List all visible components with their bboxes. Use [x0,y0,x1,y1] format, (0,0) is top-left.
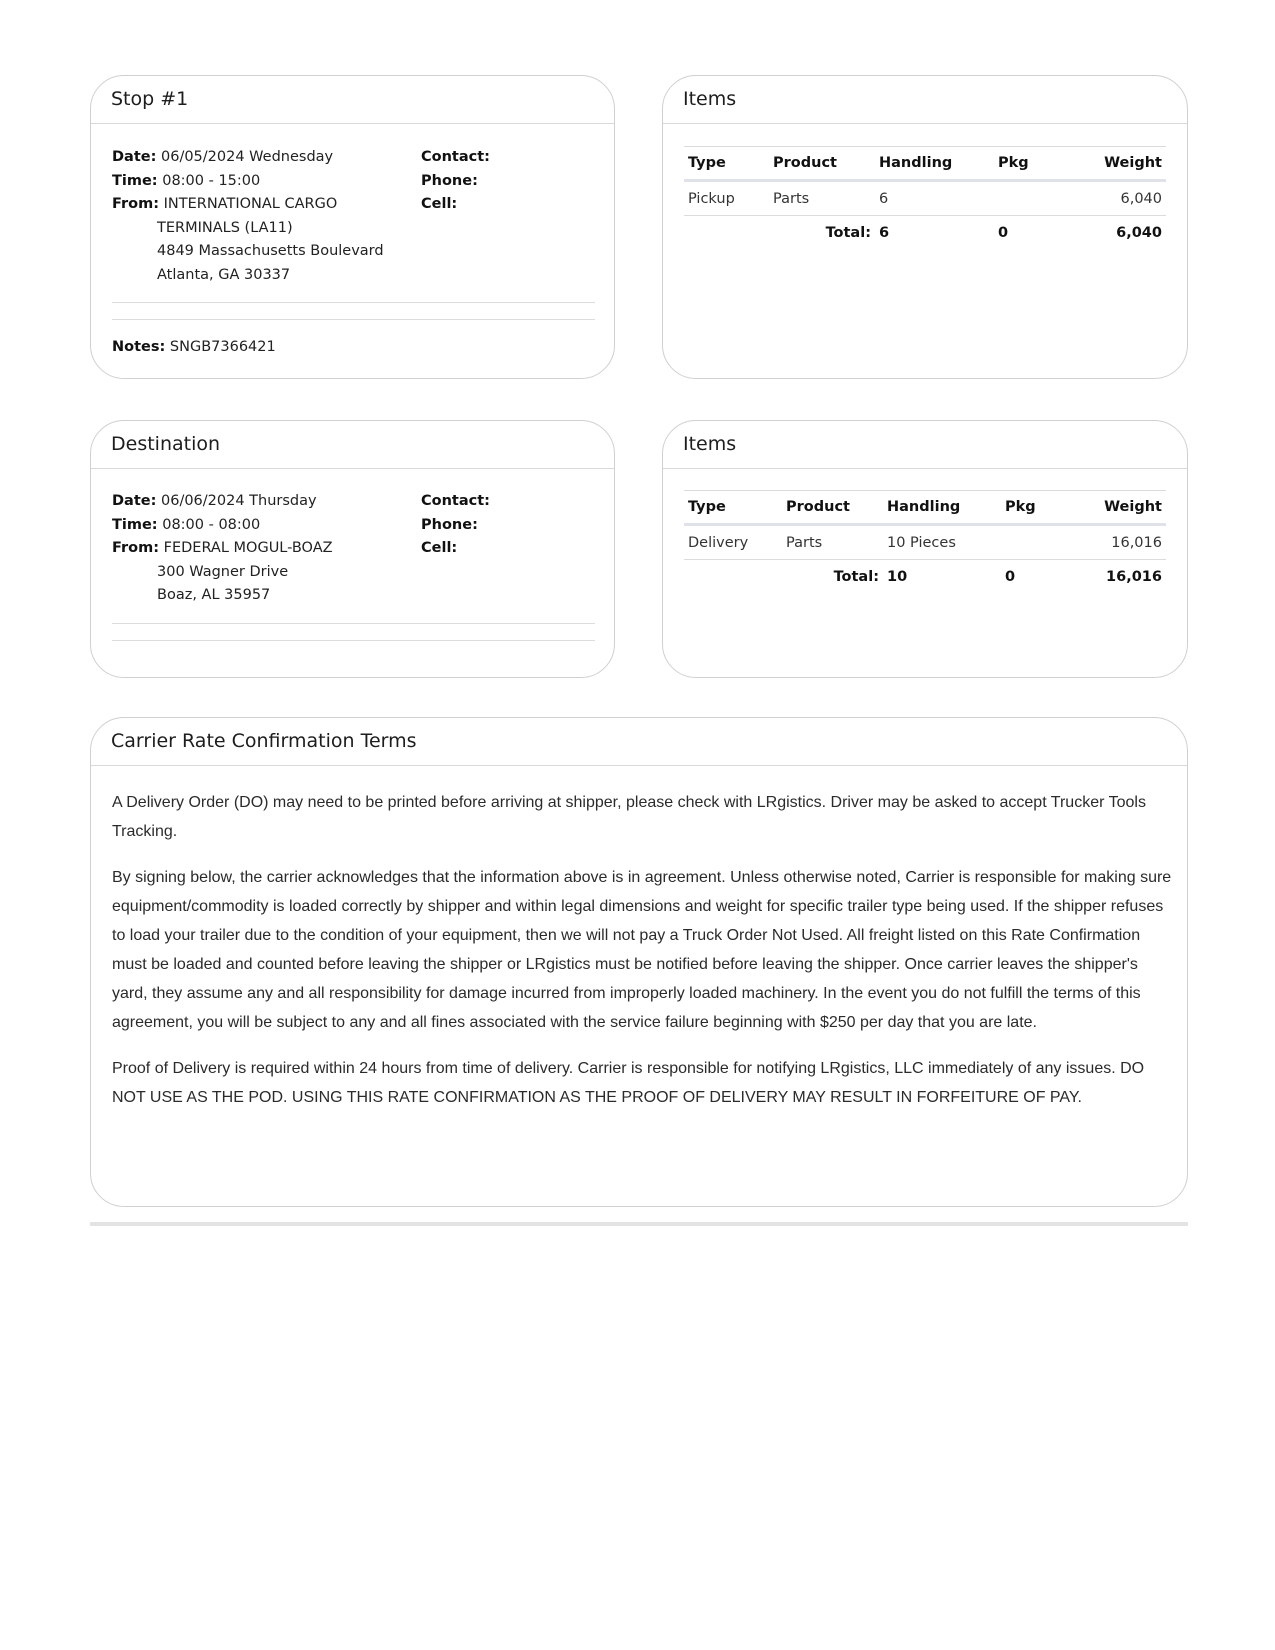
stop-date: 06/05/2024 Wednesday [161,149,334,165]
time-label: Time: [112,516,158,533]
terms-paragraph: Proof of Delivery is required within 24 hours from time of delivery. Carrier is responsible for notifying LRgistics, LLC immediately of any issues. DO NOT USE AS THE POD. USING THIS RATE CONFIRMATION AS THE PROOF OF DELIVERY MAY RESULT IN FORFEITURE OF PAY. [112,1060,1145,1106]
cell-label: Cell: [421,540,458,556]
notes-value: SNGB7366421 [169,339,276,355]
total-label: Total: [833,568,879,585]
stop-from-line: 4849 Massachusetts Boulevard [157,243,384,259]
col-product: Product [782,491,883,525]
cell-handling: 6 [875,181,994,216]
col-weight: Weight [1074,147,1166,181]
dest-time: 08:00 - 08:00 [162,516,261,533]
stop-from-line: INTERNATIONAL CARGO [163,196,338,212]
contact-label: Contact: [421,493,490,509]
col-pkg: Pkg [1001,491,1079,525]
table-row [684,525,1166,560]
stop-items-table [684,146,1166,249]
cell-handling: 10 Pieces [883,525,1001,560]
terms-title: Carrier Rate Confirmation Terms [91,718,1187,766]
stop-title: Stop #1 [91,76,614,124]
phone-label: Phone: [421,516,478,533]
time-label: Time: [112,172,158,189]
col-type: Type [684,491,782,525]
col-handling: Handling [883,491,1001,525]
cell-label: Cell: [421,196,458,212]
col-weight: Weight [1079,491,1166,525]
dest-from-line: FEDERAL MOGUL-BOAZ [163,540,333,556]
cell-pkg [994,181,1074,216]
cell-weight: 6,040 [1074,181,1166,216]
stop-from-line: TERMINALS (LA11) [157,219,293,236]
col-type: Type [684,147,769,181]
dest-from-line: Boaz, AL 35957 [157,587,271,603]
table-row [684,181,1166,216]
terms-paragraph: By signing below, the carrier acknowledges that the information above is in agreement. Unless otherwise noted, Carrier is responsible for making sure equipment/commodity is loaded correctly by shipper and within legal dimensions and weight for specific trailer type being used. If the shipper refuses to load your trailer due to the condition of your equipment, then we will not pay a Truck Order Not Used. All freight listed on this Rate Confirmation must be loaded and counted before leaving the shipper or LRgistics must be notified before leaving the shipper. Once carrier leaves the shipper's yard, they assume any and all responsibility for damage incurred from improperly loaded machinery. In the event you do not fulfill the terms of this agreement, you will be subject to any and all fines associated with the service failure beginning with $250 per day that you are late. [112,869,1172,1031]
cell-weight: 16,016 [1079,525,1166,560]
dest-date: 06/06/2024 Thursday [161,493,317,509]
total-weight: 16,016 [1106,568,1162,585]
dest-from-line: 300 Wagner Drive [157,563,289,580]
stop-from-line: Atlanta, GA 30337 [157,266,291,283]
cell-type: Delivery [684,525,782,560]
total-row [684,560,1166,594]
stop-time: 08:00 - 15:00 [162,172,261,189]
cell-product: Parts [769,181,875,216]
total-weight: 6,040 [1116,224,1162,241]
total-pkg: 0 [1005,568,1016,585]
stop-contact-block [421,146,490,217]
divider [112,623,595,624]
divider [112,319,595,320]
bottom-divider [90,1222,1188,1226]
destination-info [112,490,572,608]
divider [112,640,595,641]
terms-paragraph: A Delivery Order (DO) may need to be printed before arriving at shipper, please check with LRgistics. Driver may be asked to accept Trucker Tools Tracking. [112,794,1146,840]
stop-items-title: Items [663,76,1187,124]
from-label: From: [112,196,159,212]
notes-label: Notes: [112,339,166,355]
cell-type: Pickup [684,181,769,216]
destination-title: Destination [91,421,614,469]
total-pkg: 0 [998,224,1009,241]
date-label: Date: [112,149,157,165]
contact-label: Contact: [421,149,490,165]
total-row [684,216,1166,250]
col-handling: Handling [875,147,994,181]
dest-items-title: Items [663,421,1187,469]
total-label: Total: [825,224,871,241]
terms-body [112,788,1172,1129]
col-product: Product [769,147,875,181]
date-label: Date: [112,493,157,509]
stop-info [112,146,572,287]
from-label: From: [112,540,159,556]
cell-product: Parts [782,525,883,560]
cell-pkg [1001,525,1079,560]
stop-notes [112,336,276,360]
total-handling: 10 [887,568,908,585]
col-pkg: Pkg [994,147,1074,181]
phone-label: Phone: [421,172,478,189]
dest-contact-block [421,490,490,561]
divider [112,302,595,303]
total-handling: 6 [879,224,890,241]
dest-items-table [684,490,1166,593]
